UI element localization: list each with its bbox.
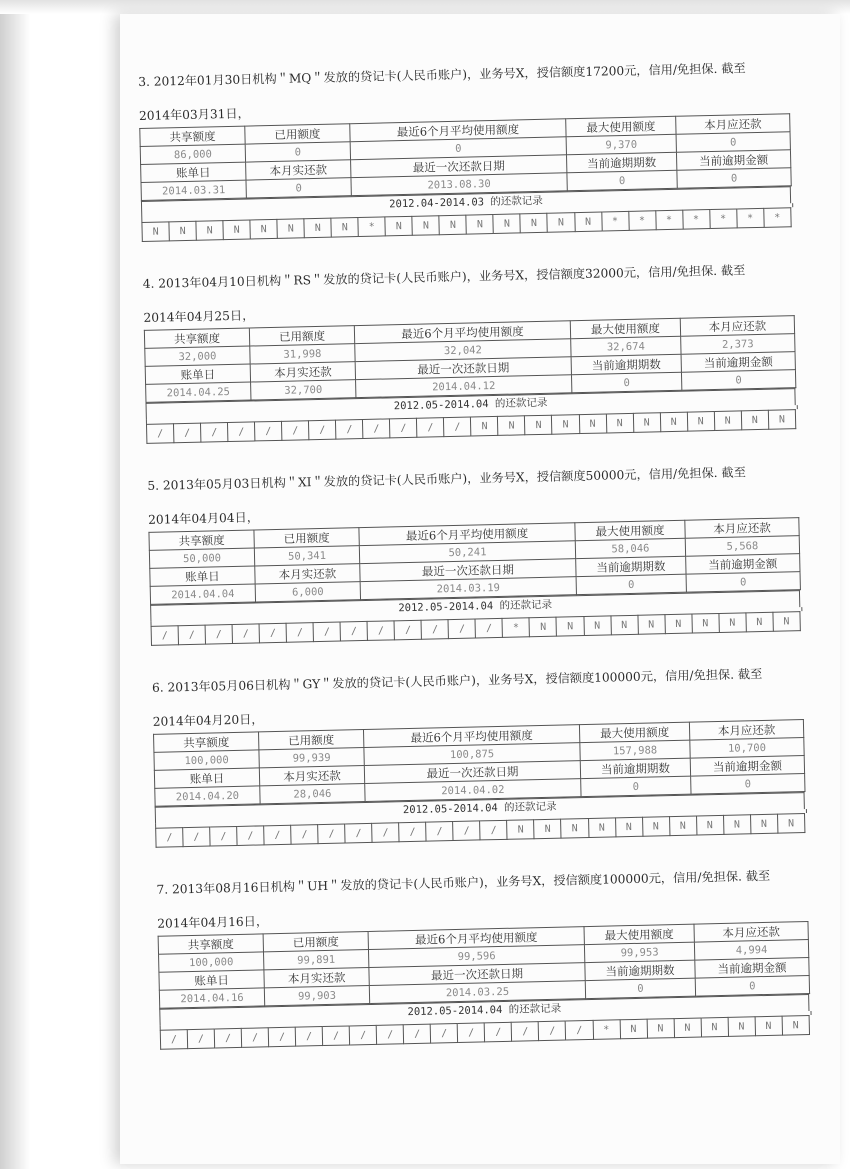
record-title: 4. 2013年04月10日机构＂RS＂发放的贷记卡(人民币账户)，业务号X，授信额度32000元，信用/免担保. 截至 bbox=[142, 263, 746, 291]
max-used-label: 最大使用额度 bbox=[584, 924, 694, 944]
bill-day-value: 2014.04.20 bbox=[155, 786, 260, 806]
shared-limit-label: 共享额度 bbox=[158, 934, 263, 954]
payment-status-cell: N bbox=[620, 1019, 647, 1039]
payment-status-cell: / bbox=[156, 828, 183, 848]
payment-status-cell: / bbox=[146, 424, 173, 444]
payment-status-cell: N bbox=[755, 1016, 782, 1036]
payment-status-cell: / bbox=[214, 1028, 241, 1048]
used-limit-label: 已用额度 bbox=[263, 932, 368, 952]
payment-status-cell: N bbox=[606, 413, 633, 433]
payment-history-label: 2012.04-2014.03 的还款记录 bbox=[141, 186, 791, 218]
payment-status-cell: / bbox=[363, 419, 390, 439]
payment-status-cell: / bbox=[475, 618, 502, 638]
payment-status-cell: / bbox=[480, 820, 507, 840]
avg6-label: 最近6个月平均使用额度 bbox=[350, 119, 566, 142]
bill-day-label: 账单日 bbox=[145, 364, 250, 384]
overdue-periods-value: 0 bbox=[567, 170, 677, 190]
payment-status-cell: N bbox=[692, 613, 719, 633]
due-this-month-value: 2,373 bbox=[681, 334, 795, 355]
payment-status-cell: / bbox=[394, 620, 421, 640]
shared-limit-value: 100,000 bbox=[159, 952, 264, 972]
last-payment-date-label: 最近一次还款日期 bbox=[351, 155, 567, 178]
last-payment-date-label: 最近一次还款日期 bbox=[360, 559, 576, 582]
avg6-value: 99,596 bbox=[368, 945, 584, 968]
record-as-of-date: 2014年04月04日， bbox=[148, 510, 260, 527]
payment-status-cell: / bbox=[309, 420, 336, 440]
payment-status-cell: N bbox=[773, 612, 801, 632]
paid-this-month-value: 32,700 bbox=[251, 380, 356, 400]
payment-status-cell: N bbox=[574, 212, 601, 232]
max-used-label: 最大使用额度 bbox=[570, 318, 680, 338]
payment-status-cell: / bbox=[322, 1026, 349, 1046]
payment-status-cell: N bbox=[556, 617, 583, 637]
payment-status-cell: N bbox=[277, 219, 304, 239]
scan-shadow-top bbox=[0, 0, 850, 14]
payment-status-cell: / bbox=[349, 1025, 376, 1045]
shared-limit-label: 共享额度 bbox=[154, 732, 259, 752]
record-title: 5. 2013年05月03日机构＂XI＂发放的贷记卡(人民币账户)，业务号X，授信额度50000元，信用/免担保. 截至 bbox=[147, 465, 746, 493]
payment-status-cell: / bbox=[453, 821, 480, 841]
payment-status-cell: N bbox=[642, 817, 669, 837]
payment-status-cell: / bbox=[228, 422, 255, 442]
payment-status-cell: N bbox=[746, 612, 773, 632]
payment-status-cell: N bbox=[169, 221, 196, 241]
payment-status-cell: * bbox=[709, 209, 736, 229]
payment-status-cell: N bbox=[638, 615, 665, 635]
payment-status-cell: / bbox=[430, 1023, 457, 1043]
paid-this-month-label: 本月实还款 bbox=[250, 362, 355, 382]
last-payment-date-value: 2014.03.25 bbox=[369, 981, 585, 1004]
payment-status-cell: / bbox=[376, 1025, 403, 1045]
avg6-value: 100,875 bbox=[364, 743, 580, 766]
bill-day-label: 账单日 bbox=[159, 970, 264, 990]
used-limit-value: 31,998 bbox=[250, 344, 355, 364]
payment-status-cell: / bbox=[259, 623, 286, 643]
paid-this-month-value: 28,046 bbox=[260, 784, 365, 804]
payment-status-cell: N bbox=[223, 220, 250, 240]
max-used-label: 最大使用额度 bbox=[575, 520, 685, 540]
max-used-value: 99,953 bbox=[584, 942, 694, 962]
payment-status-cell: / bbox=[485, 1022, 512, 1042]
last-payment-date-label: 最近一次还款日期 bbox=[355, 357, 571, 380]
max-used-value: 32,674 bbox=[571, 336, 681, 356]
payment-status-cell: / bbox=[336, 419, 363, 439]
last-payment-date-label: 最近一次还款日期 bbox=[369, 963, 585, 986]
payment-status-cell: / bbox=[201, 423, 228, 443]
bill-day-value: 2014.03.31 bbox=[141, 180, 246, 200]
payment-status-cell: / bbox=[205, 625, 232, 645]
record-title: 6. 2013年05月06日机构＂GY＂发放的贷记卡(人民币账户)，业务号X，授信额度100000元，信用/免担保. 截至 bbox=[151, 666, 763, 695]
payment-status-cell: N bbox=[660, 412, 687, 432]
payment-status-cell: N bbox=[665, 614, 692, 634]
used-limit-value: 50,341 bbox=[254, 546, 359, 566]
credit-card-record bbox=[147, 460, 841, 646]
payment-status-cell: N bbox=[547, 213, 574, 233]
payment-status-cell: * bbox=[593, 1020, 620, 1040]
overdue-amount-label: 当前逾期金额 bbox=[686, 554, 800, 575]
payment-status-cell: N bbox=[647, 1019, 674, 1039]
payment-history-label: 2012.05-2014.04 的还款记录 bbox=[146, 388, 796, 420]
avg6-label: 最近6个月平均使用额度 bbox=[363, 725, 579, 748]
payment-status-cell: N bbox=[768, 410, 796, 430]
due-this-month-label: 本月应还款 bbox=[689, 720, 803, 741]
payment-status-cell: / bbox=[566, 1020, 593, 1040]
payment-status-cell: N bbox=[525, 415, 552, 435]
overdue-periods-value: 0 bbox=[576, 574, 686, 594]
used-limit-value: 99,891 bbox=[263, 949, 368, 969]
payment-status-cell: N bbox=[250, 219, 277, 239]
shared-limit-label: 共享额度 bbox=[149, 530, 254, 550]
last-payment-date-value: 2014.04.12 bbox=[356, 375, 572, 398]
last-payment-date-value: 2014.04.02 bbox=[365, 779, 581, 802]
payment-status-cell: / bbox=[210, 826, 237, 846]
used-limit-label: 已用额度 bbox=[259, 730, 364, 750]
payment-status-cell: / bbox=[160, 1030, 187, 1050]
payment-status-cell: / bbox=[403, 1024, 430, 1044]
payment-status-cell: / bbox=[183, 827, 210, 847]
shared-limit-value: 32,000 bbox=[145, 346, 250, 366]
payment-status-cell: N bbox=[687, 412, 714, 432]
due-this-month-value: 5,568 bbox=[685, 536, 799, 557]
used-limit-label: 已用额度 bbox=[254, 528, 359, 548]
payment-history-label: 2012.05-2014.04 的还款记录 bbox=[150, 590, 800, 622]
payment-status-cell: N bbox=[583, 616, 610, 636]
payment-history-label: 2012.05-2014.04 的还款记录 bbox=[159, 994, 809, 1026]
payment-status-cell: / bbox=[426, 822, 453, 842]
overdue-periods-label: 当前逾期期数 bbox=[585, 960, 695, 980]
bill-day-label: 账单日 bbox=[154, 768, 259, 788]
overdue-amount-value: 0 bbox=[681, 370, 795, 391]
overdue-amount-label: 当前逾期金额 bbox=[695, 958, 809, 979]
payment-status-cell: N bbox=[196, 221, 223, 241]
payment-status-cell: / bbox=[264, 825, 291, 845]
overdue-periods-label: 当前逾期期数 bbox=[580, 758, 690, 778]
payment-status-cell: N bbox=[493, 214, 520, 234]
payment-status-cell: N bbox=[610, 615, 637, 635]
payment-status-cell: N bbox=[520, 213, 547, 233]
payment-status-cell: / bbox=[448, 619, 475, 639]
shared-limit-value: 50,000 bbox=[149, 548, 254, 568]
payment-status-cell: / bbox=[313, 622, 340, 642]
payment-status-cell: * bbox=[628, 211, 655, 231]
payment-status-cell: N bbox=[719, 613, 746, 633]
overdue-amount-label: 当前逾期金额 bbox=[681, 352, 795, 373]
payment-status-cell: N bbox=[142, 222, 169, 242]
payment-status-cell: N bbox=[674, 1018, 701, 1038]
payment-status-cell: N bbox=[633, 413, 660, 433]
record-as-of-date: 2014年04月25日， bbox=[143, 308, 255, 325]
payment-status-cell: / bbox=[444, 417, 471, 437]
scan-shadow-left bbox=[0, 0, 30, 1169]
due-this-month-label: 本月应还款 bbox=[685, 518, 799, 539]
payment-status-cell: / bbox=[539, 1021, 566, 1041]
overdue-amount-label: 当前逾期金额 bbox=[676, 150, 790, 171]
avg6-label: 最近6个月平均使用额度 bbox=[354, 321, 570, 344]
record-as-of-date: 2014年03月31日， bbox=[138, 106, 250, 123]
overdue-periods-label: 当前逾期期数 bbox=[576, 556, 686, 576]
payment-status-cell: / bbox=[295, 1027, 322, 1047]
payment-status-cell: / bbox=[367, 621, 394, 641]
payment-status-cell: / bbox=[282, 421, 309, 441]
avg6-value: 0 bbox=[350, 137, 566, 160]
overdue-amount-value: 0 bbox=[677, 168, 791, 189]
scanned-page bbox=[120, 14, 840, 1164]
due-this-month-label: 本月应还款 bbox=[680, 316, 794, 337]
avg6-value: 50,241 bbox=[359, 541, 575, 564]
payment-status-cell: / bbox=[345, 823, 372, 843]
payment-status-cell: N bbox=[696, 815, 723, 835]
max-used-value: 58,046 bbox=[575, 538, 685, 558]
max-used-label: 最大使用额度 bbox=[566, 116, 676, 136]
overdue-amount-label: 当前逾期金额 bbox=[690, 756, 804, 777]
payment-status-cell: / bbox=[458, 1023, 485, 1043]
payment-status-cell: / bbox=[421, 620, 448, 640]
payment-status-cell: / bbox=[178, 625, 205, 645]
payment-status-cell: / bbox=[291, 825, 318, 845]
payment-status-cell: N bbox=[552, 415, 579, 435]
payment-status-cell: N bbox=[385, 216, 412, 236]
payment-status-cell: N bbox=[714, 411, 741, 431]
payment-status-cell: N bbox=[507, 820, 534, 840]
overdue-periods-value: 0 bbox=[585, 978, 695, 998]
credit-card-records bbox=[138, 56, 850, 1081]
payment-status-cell: / bbox=[399, 822, 426, 842]
payment-status-cell: * bbox=[502, 618, 529, 638]
paid-this-month-label: 本月实还款 bbox=[264, 967, 369, 987]
overdue-amount-value: 0 bbox=[686, 572, 800, 593]
payment-status-cell: N bbox=[741, 410, 768, 430]
due-this-month-value: 0 bbox=[676, 132, 790, 153]
payment-status-cell: / bbox=[417, 418, 444, 438]
payment-status-cell: N bbox=[331, 218, 358, 238]
payment-status-cell: / bbox=[268, 1027, 295, 1047]
paid-this-month-value: 0 bbox=[246, 178, 351, 198]
payment-status-cell: / bbox=[255, 421, 282, 441]
used-limit-label: 已用额度 bbox=[249, 326, 354, 346]
payment-status-cell: N bbox=[750, 814, 777, 834]
payment-status-cell: N bbox=[728, 1017, 755, 1037]
used-limit-value: 0 bbox=[245, 142, 350, 162]
payment-status-cell: N bbox=[498, 416, 525, 436]
payment-status-cell: / bbox=[390, 418, 417, 438]
overdue-periods-label: 当前逾期期数 bbox=[566, 152, 676, 172]
payment-history-label: 2012.05-2014.04 的还款记录 bbox=[155, 792, 805, 824]
overdue-periods-value: 0 bbox=[581, 776, 691, 796]
record-title: 7. 2013年08月16日机构＂UH＂发放的贷记卡(人民币账户)，业务号X，授信额度100000元，信用/免担保. 截至 bbox=[156, 868, 771, 897]
shared-limit-value: 100,000 bbox=[154, 750, 259, 770]
payment-status-cell: * bbox=[763, 208, 791, 228]
bill-day-value: 2014.04.25 bbox=[146, 382, 251, 402]
record-title: 3. 2012年01月30日机构＂MQ＂发放的贷记卡(人民币账户)，业务号X，授信额度17200元，信用/免担保. 截至 bbox=[138, 61, 746, 89]
overdue-amount-value: 0 bbox=[691, 774, 805, 795]
payment-status-cell: N bbox=[439, 215, 466, 235]
payment-status-cell: * bbox=[601, 211, 628, 231]
payment-status-cell: / bbox=[151, 626, 178, 646]
payment-status-cell: / bbox=[232, 624, 259, 644]
payment-status-cell: / bbox=[286, 623, 313, 643]
payment-status-cell: N bbox=[701, 1017, 728, 1037]
shared-limit-value: 86,000 bbox=[140, 144, 245, 164]
due-this-month-label: 本月应还款 bbox=[694, 922, 808, 943]
max-used-label: 最大使用额度 bbox=[579, 722, 689, 742]
paid-this-month-value: 99,903 bbox=[264, 985, 369, 1005]
credit-card-record bbox=[156, 864, 850, 1050]
payment-status-cell: / bbox=[318, 824, 345, 844]
payment-status-cell: / bbox=[340, 621, 367, 641]
payment-status-cell: * bbox=[358, 217, 385, 237]
used-limit-value: 99,939 bbox=[259, 748, 364, 768]
payment-status-cell: N bbox=[669, 816, 696, 836]
paid-this-month-label: 本月实还款 bbox=[246, 160, 351, 180]
payment-status-cell: / bbox=[237, 826, 264, 846]
payment-status-cell: N bbox=[471, 416, 498, 436]
avg6-label: 最近6个月平均使用额度 bbox=[368, 927, 584, 950]
payment-status-cell: N bbox=[561, 818, 588, 838]
paid-this-month-value: 6,000 bbox=[255, 582, 360, 602]
shared-limit-label: 共享额度 bbox=[144, 328, 249, 348]
due-this-month-label: 本月应还款 bbox=[676, 114, 790, 135]
max-used-value: 157,988 bbox=[580, 740, 690, 760]
last-payment-date-value: 2013.08.30 bbox=[351, 173, 567, 196]
payment-status-cell: / bbox=[241, 1028, 268, 1048]
record-as-of-date: 2014年04月20日， bbox=[152, 712, 264, 729]
bill-day-value: 2014.04.04 bbox=[150, 584, 255, 604]
due-this-month-value: 4,994 bbox=[694, 940, 808, 961]
record-as-of-date: 2014年04月16日， bbox=[157, 914, 269, 931]
payment-status-cell: N bbox=[304, 218, 331, 238]
credit-card-record bbox=[138, 56, 832, 242]
avg6-label: 最近6个月平均使用额度 bbox=[359, 523, 575, 546]
payment-status-cell: N bbox=[579, 414, 606, 434]
overdue-periods-value: 0 bbox=[571, 372, 681, 392]
payment-status-cell: / bbox=[372, 823, 399, 843]
payment-status-cell: N bbox=[534, 819, 561, 839]
shared-limit-label: 共享额度 bbox=[140, 126, 245, 146]
credit-card-record bbox=[143, 258, 837, 444]
last-payment-date-value: 2014.03.19 bbox=[360, 577, 576, 600]
paid-this-month-label: 本月实还款 bbox=[255, 564, 360, 584]
payment-status-cell: N bbox=[466, 214, 493, 234]
bill-day-label: 账单日 bbox=[150, 566, 255, 586]
paid-this-month-label: 本月实还款 bbox=[259, 766, 364, 786]
payment-status-cell: N bbox=[782, 1016, 810, 1036]
payment-status-cell: N bbox=[777, 814, 805, 834]
payment-status-cell: N bbox=[529, 617, 556, 637]
payment-status-cell: / bbox=[512, 1022, 539, 1042]
avg6-value: 32,042 bbox=[355, 339, 571, 362]
used-limit-label: 已用额度 bbox=[245, 124, 350, 144]
payment-status-cell: N bbox=[588, 818, 615, 838]
overdue-amount-value: 0 bbox=[695, 976, 809, 997]
payment-status-cell: N bbox=[615, 817, 642, 837]
payment-status-cell: * bbox=[736, 208, 763, 228]
credit-card-record bbox=[152, 662, 846, 848]
payment-status-cell: N bbox=[412, 216, 439, 236]
payment-status-cell: N bbox=[723, 815, 750, 835]
payment-status-cell: / bbox=[187, 1029, 214, 1049]
payment-status-cell: * bbox=[682, 210, 709, 230]
bill-day-value: 2014.04.16 bbox=[159, 988, 264, 1008]
due-this-month-value: 10,700 bbox=[690, 738, 804, 759]
payment-status-cell: / bbox=[174, 423, 201, 443]
overdue-periods-label: 当前逾期期数 bbox=[571, 354, 681, 374]
bill-day-label: 账单日 bbox=[141, 162, 246, 182]
payment-status-cell: * bbox=[655, 210, 682, 230]
last-payment-date-label: 最近一次还款日期 bbox=[364, 761, 580, 784]
max-used-value: 9,370 bbox=[566, 134, 676, 154]
